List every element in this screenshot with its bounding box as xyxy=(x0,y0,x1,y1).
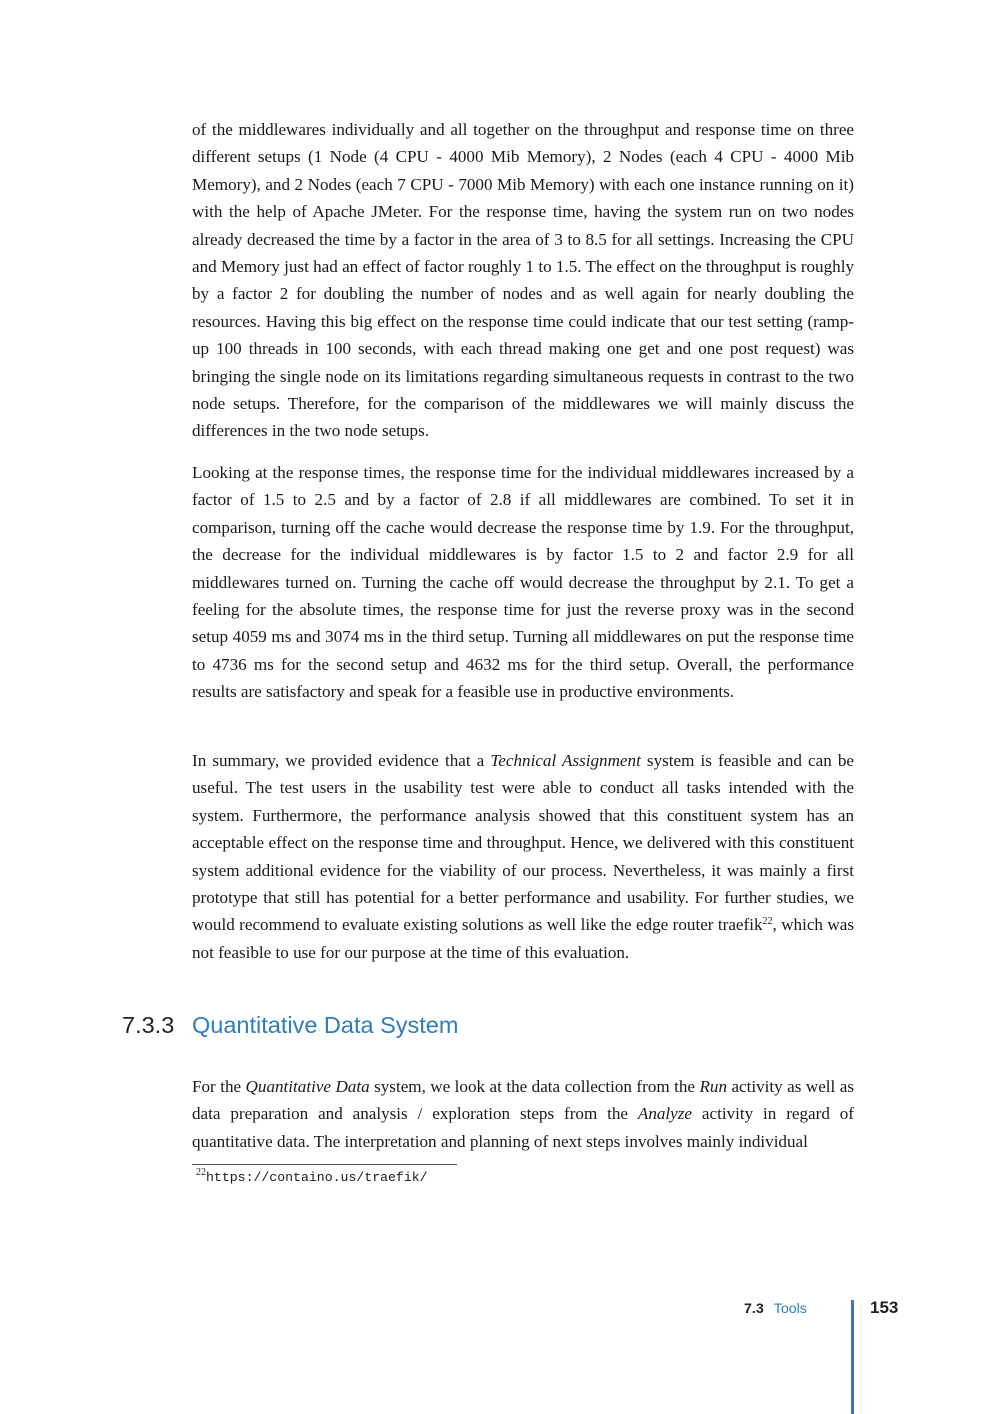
emphasis-run: Run xyxy=(699,1077,727,1096)
footer-section-number: 7.3 xyxy=(744,1301,764,1317)
footer-vertical-rule xyxy=(851,1300,854,1414)
text-run: , which was not feasible to use for our purpose at the time of this evaluation. xyxy=(192,915,854,962)
paragraph-response-times: Looking at the response times, the response time for the individual middlewares increased by a factor of 1.5 to 2.5 and by a factor of 2.8 if all middlewares are combined. To set it in comparison, turning off the cache would decrease the response time by 1.9. For the throughput, the decrease for the individual middlewares is by factor 1.5 to 2 and factor 2.9 for all middlewares turned on. Turning the cache off would decrease the throughput by 2.1. To get a feeling for the absolute times, the response time for just the reverse proxy was in the second setup 4059 ms and 3074 ms in the third setup. Turning all middlewares on put the response time to 4736 ms for the second setup and 4632 ms for the third setup. Overall, the performance results are satisfactory and speak for a feasible use in productive environments. xyxy=(192,463,854,702)
emphasis-quantitative-data: Quantitative Data xyxy=(245,1077,370,1096)
text-run: In summary, we provided evidence that a xyxy=(192,751,491,770)
text-run: system is feasible and can be useful. The test users in the usability test were able to conduct all tasks intended with the system. Furthermore, the performance analysis showed that this constituent system has an acceptable effect on the response time and throughput. Hence, we delivered with this constituent system additional evidence for the viability of our process. Nevertheless, it was mainly a first prototype that still has potential for a better performance and usability. For further studies, we would recommend to evaluate existing solutions as well like the edge router traefik xyxy=(192,751,854,935)
section-title: Quantitative Data System xyxy=(192,1012,459,1038)
paragraph-summary xyxy=(192,747,854,966)
text-run: activity as well as data preparation and analysis / exploration steps from the xyxy=(192,1077,854,1124)
footnote-reference[interactable]: 22 xyxy=(762,916,773,928)
footnote xyxy=(196,1169,428,1187)
footnote-url-link[interactable]: https://containo.us/traefik/ xyxy=(206,1170,428,1185)
section-number: 7.3.3 xyxy=(122,1012,175,1038)
running-footer xyxy=(744,1301,807,1317)
emphasis-technical-assignment: Technical Assignment xyxy=(490,751,641,770)
page-number: 153 xyxy=(870,1298,899,1317)
text-run: activity in regard of quantitative data. The interpretation and planning of next steps involves mainly individual xyxy=(192,1104,854,1151)
footer-section-title: Tools xyxy=(773,1301,807,1317)
footnote-divider xyxy=(192,1164,457,1165)
paragraph-quantitative-data-intro xyxy=(192,1073,854,1155)
section-heading xyxy=(122,1012,458,1039)
text-run: system, we look at the data collection from the xyxy=(369,1077,700,1096)
footnote-mark: 22 xyxy=(196,1167,206,1178)
emphasis-analyze: Analyze xyxy=(637,1104,693,1124)
paragraph-performance-setups: of the middlewares individually and all together on the throughput and response time on three different setups (1 Node (4 CPU - 4000 Mib Memory), 2 Nodes (each 4 CPU - 4000 Mib Memory), and 2 Nodes (each 7 CPU - 7000 Mib Memory) with each one instance running on it) with the help of Apache JMeter. For the response time, having the system run on two nodes already decreased the time by a factor in the area of 3 to 8.5 for all settings. Increasing the CPU and Memory just had an effect of factor roughly 1 to 1.5. The effect on the throughput is roughly by a factor 2 for doubling the number of nodes and as well again for nearly doubling the resources. Having this big effect on the response time could indicate that our test setting (ramp-up 100 threads in 100 seconds, with each thread making one get and one post request) was bringing the single node on its limitations regarding simultaneous requests in contrast to the two node setups. Therefore, for the comparison of the middlewares we will mainly discuss the differences in the two node setups. xyxy=(192,120,854,441)
text-run: For the xyxy=(192,1077,246,1096)
